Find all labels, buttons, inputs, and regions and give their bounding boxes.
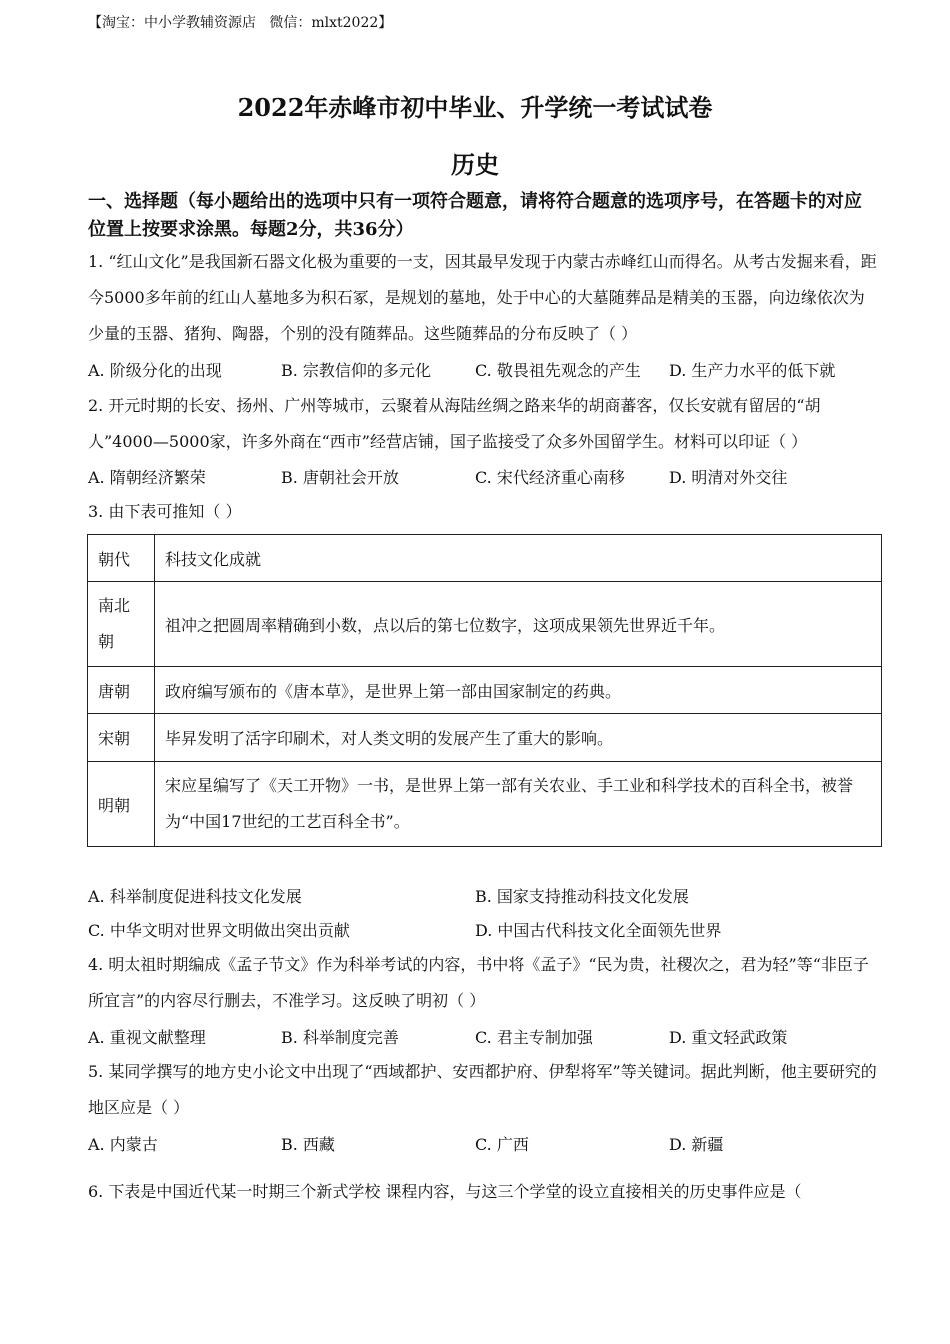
option-a: A. 隋朝经济繁荣 [88, 468, 206, 487]
achievement-table [87, 534, 882, 847]
question-4: 4. 明太祖时期编成《孟子节文》作为科举考试的内容，书中将《孟子》“民为贵，社稷次之，君为轻”等“非臣子所宜言”的内容尽行删去，不准学习。这反映了明初（ ） [88, 955, 869, 1010]
table-cell-achievement: 宋应星编写了《天工开物》一书，是世界上第一部有关农业、手工业和科学技术的百科全书，被誉为“中国17世纪的工艺百科全书”。 [155, 762, 882, 847]
table-row [88, 714, 882, 762]
option-a: A. 重视文献整理 [88, 1028, 206, 1047]
option-d: D. 中国古代科技文化全面领先世界 [475, 921, 722, 940]
question-1: 1. “红山文化”是我国新石器文化极为重要的一支，因其最早发现于内蒙古赤峰红山而得名。从考古发掘来看，距今5000多年前的红山人墓地多为积石冢，是规划的墓地，处于中心的大墓随葬品是精美的玉器，向边缘依次为少量的玉器、猪狗、陶器，个别的没有随葬品。这些随葬品的分布反映了（ ） [88, 252, 877, 343]
option-a: A. 科举制度促进科技文化发展 [88, 887, 302, 906]
option-d: D. 重文轻武政策 [669, 1028, 788, 1047]
option-b: B. 科举制度完善 [281, 1028, 399, 1047]
table-cell-achievement: 祖冲之把圆周率精确到小数，点以后的第七位数字，这项成果领先世界近千年。 [155, 582, 882, 667]
option-b: B. 唐朝社会开放 [281, 468, 399, 487]
option-b: B. 宗教信仰的多元化 [281, 361, 431, 380]
option-c: C. 广西 [475, 1135, 529, 1154]
option-d: D. 新疆 [669, 1135, 724, 1154]
option-d: D. 明清对外交往 [669, 468, 788, 487]
table-header-achievement: 科技文化成就 [155, 535, 882, 582]
table-header-row [88, 535, 882, 582]
table-cell-achievement: 政府编写颁布的《唐本草》，是世界上第一部由国家制定的药典。 [155, 667, 882, 714]
option-a: A. 内蒙古 [88, 1135, 158, 1154]
option-b: B. 国家支持推动科技文化发展 [475, 887, 689, 906]
question-2: 2. 开元时期的长安、扬州、广州等城市，云聚着从海陆丝绸之路来华的胡商蕃客，仅长安就有留居的“胡人”4000—5000家，许多外商在“西市”经营店铺，国子监接受了众多外国留学生。材料可以印证（ ） [88, 396, 821, 451]
section-heading: 一、选择题（每小题给出的选项中只有一项符合题意，请将符合题意的选项序号，在答题卡的对应位置上按要求涂黑。每题2分，共36分） [88, 191, 862, 240]
table-row [88, 762, 882, 847]
table-cell-era: 南北朝 [88, 582, 155, 667]
header-note: 【淘宝：中小学教辅资源店 微信：mlxt2022】 [88, 15, 393, 31]
question-3: 3. 由下表可推知（ ） [88, 502, 242, 521]
question-6: 6. 下表是中国近代某一时期三个新式学校 课程内容，与这三个学堂的设立直接相关的历史事件应是（ [88, 1182, 802, 1201]
table-cell-achievement: 毕昇发明了活字印刷术，对人类文明的发展产生了重大的影响。 [155, 714, 882, 762]
table-cell-era: 唐朝 [88, 667, 155, 714]
option-c: C. 敬畏祖先观念的产生 [475, 361, 641, 380]
option-c: C. 宋代经济重心南移 [475, 468, 625, 487]
option-c: C. 中华文明对世界文明做出突出贡献 [88, 921, 350, 940]
table-row [88, 582, 882, 667]
table-row [88, 667, 882, 714]
table-cell-era: 明朝 [88, 762, 155, 847]
option-b: B. 西藏 [281, 1135, 335, 1154]
option-d: D. 生产力水平的低下就 [669, 361, 836, 380]
subject-title: 历史 [451, 150, 499, 179]
option-a: A. 阶级分化的出现 [88, 361, 222, 380]
question-5: 5. 某同学撰写的地方史小论文中出现了“西域都护、安西都护府、伊犁将军”等关键词。据此判断，他主要研究的地区应是（ ） [88, 1062, 877, 1117]
option-c: C. 君主专制加强 [475, 1028, 593, 1047]
exam-title: 2022年赤峰市初中毕业、升学统一考试试卷 [237, 93, 713, 122]
table-header-era: 朝代 [88, 535, 155, 582]
table-cell-era: 宋朝 [88, 714, 155, 762]
